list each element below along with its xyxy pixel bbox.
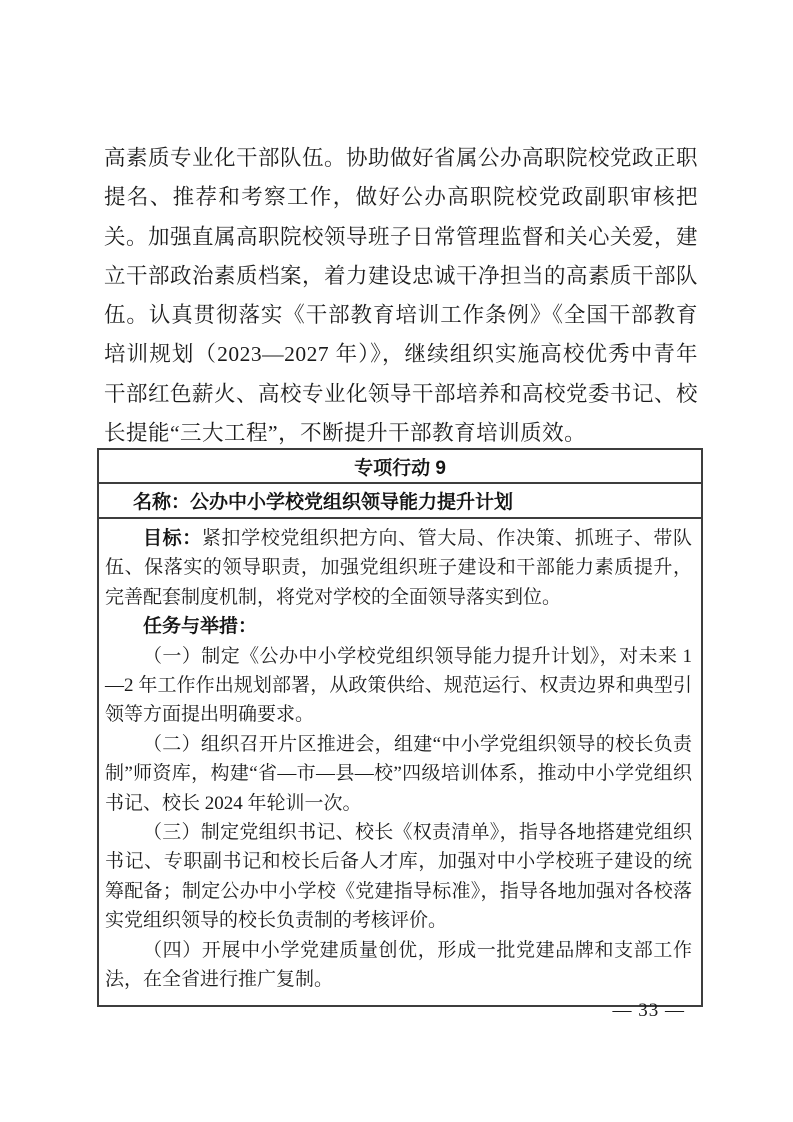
goal-label: 目标： xyxy=(143,528,202,549)
table-title-row xyxy=(99,450,701,482)
intro-paragraph: 高素质专业化干部队伍。协助做好省属公办高职院校党政正职提名、推荐和考察工作，做好公办高职院校党政副职审核把关。加强直属高职院校领导班子日常管理监督和关心关爱，建立干部政治素质档案，着力建设忠诚干净担当的高素质干部队伍。认真贯彻落实《干部教育培训工作条例》《全国干部教育培训规划（2023—2027 年）》，继续组织实施高校优秀中青年干部红色薪火、高校专业化领导干部培养和高校党委书记、校长提能“三大工程”，不断提升干部教育培训质效。 xyxy=(104,146,699,446)
task-item-3: （三）制定党组织书记、校长《权责清单》，指导各地搭建党组织书记、专职副书记和校长后备人才库，加强对中小学校班子建设的统筹配备；制定公办中小学校《党建指导标准》，指导各地加强对各校落实党组织领导的校长负责制的考核评价。 xyxy=(105,822,692,932)
name-label: 名称： xyxy=(133,492,191,513)
table-name-row xyxy=(99,482,701,517)
goal-text: 紧扣学校党组织把方向、管大局、作决策、抓班子、带队伍、保落实的领导职责，加强党组织班子建设和干部能力素质提升，完善配套制度机制，将党对学校的全面领导落实到位。 xyxy=(105,528,692,608)
table-title: 专项行动 9 xyxy=(354,457,446,479)
task-item-1: （一）制定《公办中小学校党组织领导能力提升计划》，对未来 1—2 年工作作出规划部署，从政策供给、规范运行、权责边界和典型引领等方面提出明确要求。 xyxy=(105,645,692,726)
goal-paragraph xyxy=(105,524,692,612)
tasks-heading: 任务与举措： xyxy=(143,616,258,638)
name-value: 公办中小学校党组织领导能力提升计划 xyxy=(190,492,514,513)
task-item-2: （二）组织召开片区推进会，组建“中小学党组织领导的校长负责制”师资库，构建“省—市—县—校”四级培训体系，推动中小学党组织书记、校长 2024 年轮训一次。 xyxy=(105,733,692,814)
page-number: — 33 — xyxy=(612,1000,685,1021)
special-action-table xyxy=(97,448,703,1007)
table-content-cell xyxy=(99,517,701,1005)
task-item-4: （四）开展中小学党建质量创优，形成一批党建品牌和支部工作法，在全省进行推广复制。 xyxy=(105,939,692,991)
